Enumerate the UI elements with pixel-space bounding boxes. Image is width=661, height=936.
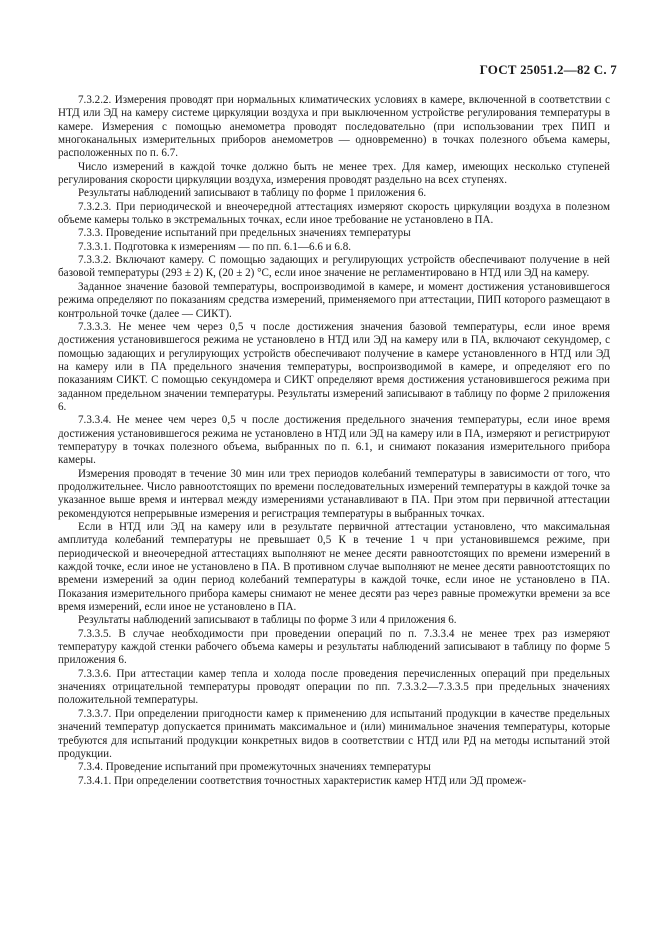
paragraph: 7.3.2.3. При периодической и внеочередной аттестациях измеряют скорость циркуляции воздуха в полезном объеме камеры только в экстремальных точках, если иное требование не установлено в ПА. xyxy=(58,200,610,227)
section-heading: 7.3.3. Проведение испытаний при предельных значениях температуры xyxy=(78,227,411,240)
paragraph: 7.3.3.1. Подготовка к измерениям — по пп. 6.1—6.6 и 6.8. xyxy=(78,240,352,253)
paragraph: Результаты наблюдений записывают в таблицу по форме 1 приложения 6. xyxy=(78,187,427,200)
paragraph: 7.3.3.2. Включают камеру. С помощью задающих и регулирующих устройств обеспечивают получение в ней базовой температуры (293 ± 2) К, (20 ± 2) °С, если иное значение не регламентировано в НТД или ЭД на камеру. xyxy=(58,254,610,280)
paragraph: 7.3.3.6. При аттестации камер тепла и холода после проведения перечисленных операций при предельных значениях отрицательной температуры проводят операции по пп. 7.3.3.2—7.3.3.5 при предельных значениях положительной температуры. xyxy=(58,667,610,707)
paragraph: Заданное значение базовой температуры, воспроизводимой в камере, и момент достижения установившегося режима определяют по показаниям средства измерений, применяемого при аттестации, ПИП которого размещают в контрольной точке (далее — СИКТ). xyxy=(58,280,610,320)
paragraph: 7.3.3.3. Не менее чем через 0,5 ч после достижения значения базовой температуры, если иное время достижения установившегося режима не установлено в НТД или ЭД на камеру или в ПА, включают секундомер, с помощью задающих и регулирующих устройств обеспечивают получение в камере установленного в НТД или ЭД на камеру или в ПА предельного значения температуры, воспроизводимой в камере, и определяют его по показаниям СИКТ. С помощью секундомера и СИКТ определяют время достижения установившегося режима при заданном предельном значении температуры. Результаты измерений записывают в таблицу по форме 2 приложения 6. xyxy=(58,320,610,413)
paragraph: Если в НТД или ЭД на камеру или в результате первичной аттестации установлено, что максимальная амплитуда колебаний температуры не превышает 0,5 К в течение 1 ч при установившемся режиме, при периодической и внеочередной аттестациях выполняют не менее десяти равноотстоящих по времени измерений в каждой точке, если иное не установлено в ПА. В противном случае выполняют не менее десяти равноотстоящих по времени измерений за один период колебаний температуры в каждой точке, если иное не установлено в ПА. Показания измерительного прибора камеры снимают не менее десяти раз через равные промежутки времени за все время измерений, если иное не установлено в ПА. xyxy=(58,521,610,614)
paragraph: Число измерений в каждой точке должно быть не менее трех. Для камер, имеющих несколько ступеней регулирования скорости циркуляции воздуха, измерения проводят раздельно на всех ступенях. xyxy=(58,160,610,187)
paragraph: 7.3.4.1. При определении соответствия точностных характеристик камер НТД или ЭД промеж- xyxy=(78,774,527,787)
section-heading: 7.3.4. Проведение испытаний при промежуточных значениях температуры xyxy=(78,761,431,774)
paragraph: 7.3.3.7. При определении пригодности камер к применению для испытаний продукции в качестве предельных значений температур допускается принимать максимальное и (или) минимальное значения температуры, которые требуются для испытаний продукции конкретных видов в соответствии с НТД или РД на методы испытаний этой продукции. xyxy=(58,707,610,760)
paragraph: 7.3.3.5. В случае необходимости при проведении операций по п. 7.3.3.4 не менее трех раз измеряют температуру каждой стенки рабочего объема камеры и результаты наблюдений записывают в таблицу по форме 5 приложения 6. xyxy=(58,627,610,667)
document-body xyxy=(58,94,610,788)
paragraph: 7.3.2.2. Измерения проводят при нормальных климатических условиях в камере, включенной в соответствии с НТД или ЭД на камеру системе циркуляции воздуха и при выключенном устройстве регулирования температуры в камере. Измерения с помощью анемометра проводят последовательно (при использовании трех ПИП и многоканальных измерительных приборов анемометров — одновременно) в точках полезного объема камеры, расположенных по п. 6.7. xyxy=(58,94,610,160)
page-header: ГОСТ 25051.2—82 С. 7 xyxy=(479,62,617,77)
paragraph: Измерения проводят в течение 30 мин или трех периодов колебаний температуры в зависимости от того, что продолжительнее. Число равноотстоящих по времени последовательных измерений температуры в каждой точке за указанное выше время и интервал между измерениями устанавливают в ПА. При этом при первичной аттестации рекомендуются непрерывные измерения и регистрация температуры в выбранных точках. xyxy=(58,467,610,520)
paragraph: 7.3.3.4. Не менее чем через 0,5 ч после достижения предельного значения температуры, если иное время достижения установившегося режима не установлено в НТД или ЭД на камеру или в ПА, измеряют и регистрируют температуру в точках полезного объема, выбранных по п. 6.1, и снимают показания измерительного прибора камеры. xyxy=(58,414,610,467)
paragraph: Результаты наблюдений записывают в таблицы по форме 3 или 4 приложения 6. xyxy=(78,614,457,627)
